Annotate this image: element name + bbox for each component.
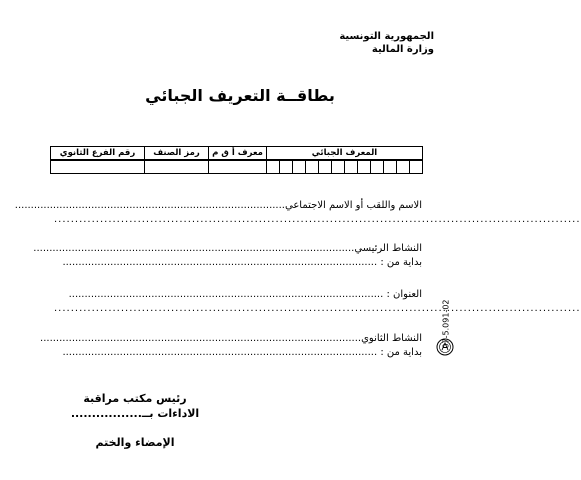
cell-fiscal-id-7[interactable] xyxy=(345,161,358,174)
secondary-activity-label: النشاط الثانوي xyxy=(361,333,422,344)
cell-fiscal-id-10[interactable] xyxy=(384,161,397,174)
cell-fiscal-id-11[interactable] xyxy=(397,161,410,174)
page-title: بطاقــة التعريف الجبائي xyxy=(145,86,335,105)
col-fiscal-id: المعرف الجبائي xyxy=(267,147,423,160)
start-label: بداية من : xyxy=(380,257,422,268)
stamp-seal-icon xyxy=(436,338,454,356)
signature-title: رئيس مكتب مراقبة xyxy=(83,392,187,405)
name-label: الاسم واللقب أو الاسم الاجتماعي xyxy=(284,200,422,211)
signature-office: الاداءات بــ................. xyxy=(70,407,200,420)
ministry-name: وزارة المالية xyxy=(371,44,434,55)
cell-fiscal-id-12[interactable] xyxy=(410,161,423,174)
ministry-header xyxy=(339,30,434,56)
cell-vat-id[interactable] xyxy=(209,161,267,174)
start-label-2: بداية من : xyxy=(380,347,422,358)
cell-fiscal-id-4[interactable] xyxy=(306,161,319,174)
cell-fiscal-id-2[interactable] xyxy=(280,161,293,174)
signature-stamp-label: الإمضاء والختم xyxy=(95,436,175,449)
main-activity-label: النشاط الرئيسي xyxy=(354,243,422,254)
name-field-continuation[interactable]: .............................................................................................................................. xyxy=(54,214,581,225)
secondary-activity-field[interactable]: النشاط الثانوي..................................................................................................... xyxy=(40,333,422,344)
name-field[interactable]: الاسم واللقب أو الاسم الاجتماعي..................................................................................... xyxy=(14,200,422,211)
secondary-activity-start-field[interactable]: بداية من : ................................................................................................... xyxy=(62,347,422,358)
cell-fiscal-id-1[interactable] xyxy=(267,161,280,174)
form-code: 07-5.091-02 xyxy=(441,299,451,349)
address-label: العنوان : xyxy=(386,289,422,300)
cell-fiscal-id-8[interactable] xyxy=(358,161,371,174)
fiscal-id-table xyxy=(50,146,423,160)
col-category-code: رمز الصنف xyxy=(145,147,209,160)
main-activity-field[interactable]: النشاط الرئيسي..................................................................................................... xyxy=(33,243,422,254)
col-vat-id: معرف أ ق م xyxy=(209,147,267,160)
cell-fiscal-id-5[interactable] xyxy=(319,161,332,174)
main-activity-start-field[interactable]: بداية من : ................................................................................................... xyxy=(62,257,422,268)
cell-secondary-branch[interactable] xyxy=(51,161,145,174)
table-header-row xyxy=(51,147,423,160)
cell-fiscal-id-3[interactable] xyxy=(293,161,306,174)
address-field[interactable]: العنوان : ................................................................................................... xyxy=(68,289,422,300)
col-secondary-branch: رقم الفرع الثانوي xyxy=(51,147,145,160)
cell-fiscal-id-9[interactable] xyxy=(371,161,384,174)
side-margin xyxy=(434,276,464,376)
cell-fiscal-id-6[interactable] xyxy=(332,161,345,174)
republic-name: الجمهورية التونسية xyxy=(339,31,434,42)
fiscal-id-entry-row xyxy=(50,160,423,174)
cell-category-code[interactable] xyxy=(145,161,209,174)
address-field-continuation[interactable]: .............................................................................................................................. xyxy=(54,303,581,314)
